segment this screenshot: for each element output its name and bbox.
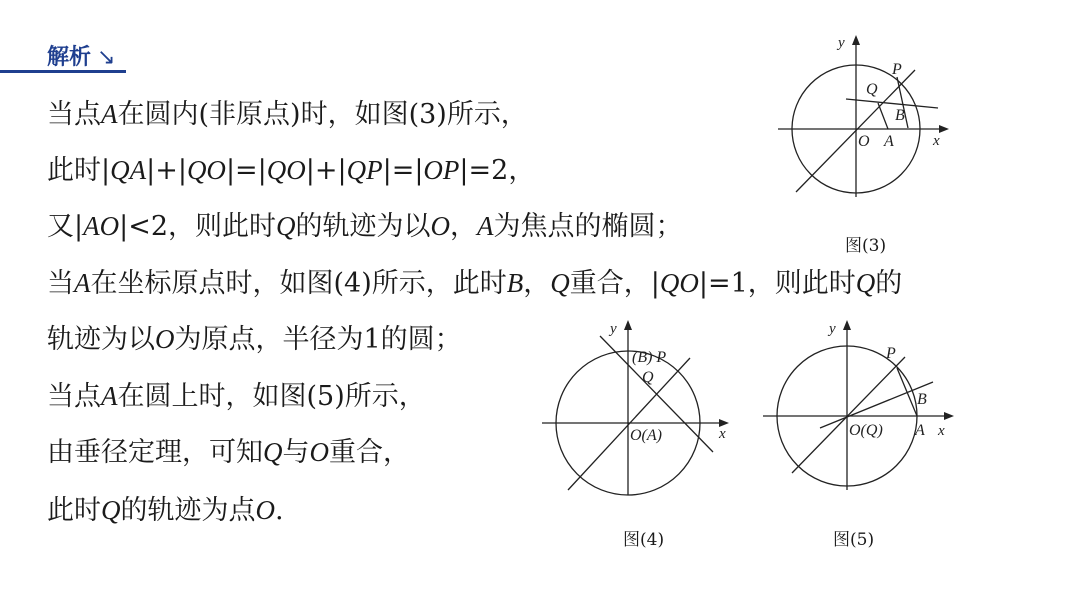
fig4-label-y: y xyxy=(610,321,617,337)
text-line-1: 当点A在圆内(非原点)时，如图(3)所示， xyxy=(47,99,528,130)
fig4-y-arrow xyxy=(624,320,632,330)
fig4-label-Q: Q xyxy=(642,369,654,386)
text-line-3: 又|AO|<2，则此时Q的轨迹为以O，A为焦点的椭圆； xyxy=(47,211,683,242)
fig3-label-O: O xyxy=(858,133,870,150)
header-underline xyxy=(0,70,126,73)
fig3-segment-QA xyxy=(878,103,888,129)
fig4-label-BP: (B) P xyxy=(632,349,667,366)
fig3-caption: 图(3) xyxy=(845,236,887,256)
text-line-2: 此时|QA|+|QO|=|QO|+|QP|=|OP|=2， xyxy=(47,155,536,186)
fig3-y-arrow xyxy=(852,35,860,45)
figure-4 xyxy=(540,315,740,500)
figure-3 xyxy=(770,30,960,210)
fig3-line-Q xyxy=(846,99,938,108)
fig5-label-y: y xyxy=(829,321,836,337)
fig3-x-arrow xyxy=(939,125,949,133)
fig3-label-y: y xyxy=(838,35,845,51)
arrow-icon: ↘ xyxy=(97,45,116,70)
fig4-label-x: x xyxy=(719,426,726,442)
text-line-8: 此时Q的轨迹为点O. xyxy=(47,495,284,526)
fig4-line-P xyxy=(568,358,690,490)
fig5-label-x: x xyxy=(938,423,945,439)
fig3-label-Q: Q xyxy=(866,81,878,98)
fig5-label-A: A xyxy=(915,422,925,439)
fig5-label-P: P xyxy=(886,345,896,362)
fig3-label-P: P xyxy=(892,61,902,78)
fig4-label-OA: O(A) xyxy=(630,427,662,444)
section-title: 解析 xyxy=(47,45,92,70)
fig5-segment-PA xyxy=(897,368,917,416)
fig4-caption: 图(4) xyxy=(623,530,665,550)
text-line-5: 轨迹为以O为原点，半径为1的圆； xyxy=(47,324,462,355)
fig5-x-arrow xyxy=(944,412,954,420)
fig5-y-arrow xyxy=(843,320,851,330)
fig5-label-OQ: O(Q) xyxy=(849,422,883,439)
fig5-label-B: B xyxy=(917,391,927,408)
fig3-label-B: B xyxy=(895,107,905,124)
text-line-4: 当A在坐标原点时，如图(4)所示，此时B，Q重合，|QO|=1，则此时Q的 xyxy=(47,268,903,299)
fig3-label-A: A xyxy=(884,133,894,150)
section-header xyxy=(47,40,115,71)
figure-5 xyxy=(760,315,960,500)
text-line-7: 由垂径定理，可知Q与O重合， xyxy=(47,437,410,468)
fig5-line-P xyxy=(792,357,905,473)
text-line-6: 当点A在圆上时，如图(5)所示， xyxy=(47,381,426,412)
fig3-label-x: x xyxy=(933,133,940,149)
fig5-caption: 图(5) xyxy=(833,530,875,550)
